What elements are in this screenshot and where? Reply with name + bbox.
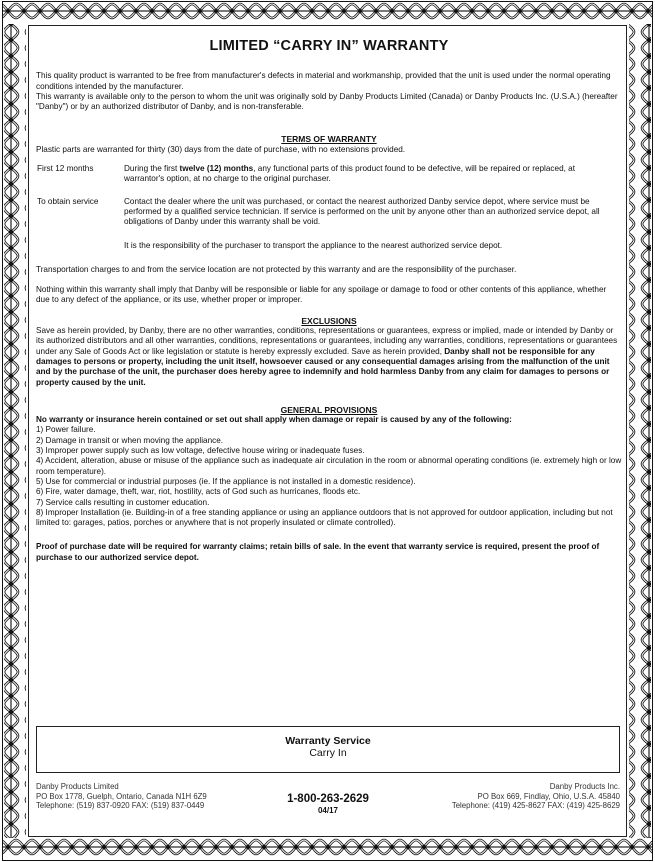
intro [36, 71, 622, 112]
footer-date: 04/17 [317, 806, 339, 815]
exclusions-text: Save as herein provided, by Danby, there are no other warranties, conditions, representations or guarantees, express or implied, made or intended by Danby or its authorized distributors and all other warranties, conditions, representations or guarantees, including any warranties, conditions, representations or guarantees under any Sale of Goods Act or like legislation or statute is hereby expressly excluded. Save as herein provided, Danby shall not be responsible for any damages to persons or property, including the unit itself, howsoever caused or any consequential damages arising from the malfunction of the unit and by the purchase of the unit, the purchaser does hereby agree to indemnify and hold harmless Danby from any claim for damages to persons or property caused by the unit. [36, 326, 618, 387]
provisions-list [36, 425, 622, 528]
list-item: 6) Fire, water damage, theft, war, riot, hostility, acts of God such as hurricanes, floods etc. [36, 487, 361, 497]
footer [36, 782, 620, 822]
exclusions-heading: EXCLUSIONS [301, 315, 357, 326]
intro-paragraph: This warranty is available only to the person to whom the unit was originally sold by Danby Products Limited (Canada) or Danby Products Inc. (U.S.A.) (hereafter "Danby") or by an authorized distributor of Danby, and is non-transferable. [36, 91, 618, 112]
obtain-service-text: Contact the dealer where the unit was purchased, or contact the nearest authorized Danby service depot, where service must be performed by a qualified service technician. If service is performed on the unit by anyone other than an authorized service depot, all obligations of Danby under this warranty shall be void. It is the responsibility of the purchaser to transport the appliance to the nearest authorized service depot. [124, 196, 600, 250]
warranty-service-box [36, 726, 620, 773]
list-item: 8) Improper Installation (ie. Building-in of a free standing appliance or using an appliance outdoors that is not approved for outdoor application, including but not limited to: garages, patios, porches or anywhere that is not properly insulated or climate controlled). [36, 507, 613, 528]
service-box-subtitle: Carry In [309, 747, 347, 759]
list-item: 2) Damage in transit or when moving the appliance. [36, 435, 224, 445]
list-item: 5) Use for commercial or industrial purposes (ie. If the appliance is not installed in a domestic residence). [36, 476, 416, 486]
list-item: 7) Service calls resulting in customer education. [36, 497, 210, 507]
page-title: LIMITED “CARRY IN” WARRANTY [209, 38, 449, 54]
footer-phone: 1-800-263-2629 [287, 793, 369, 805]
provisions-heading: GENERAL PROVISIONS [280, 404, 378, 415]
provisions-lead: No warranty or insurance herein contained or set out shall apply when damage or repair is caused by any of the following: [36, 415, 512, 425]
plastic-parts-text: Plastic parts are warranted for thirty (30) days from the date of purchase, with no extensions provided. [36, 144, 406, 154]
list-item: 1) Power failure. [36, 425, 96, 435]
terms-heading: TERMS OF WARRANTY [281, 134, 377, 145]
list-item: 4) Accident, alteration, abuse or misuse of the appliance such as inadequate air circulation in the room or abnormal operating conditions (ie. extremely high or low room temperature). [36, 456, 622, 476]
first-12-months-row [36, 164, 622, 185]
proof-of-purchase-text: Proof of purchase date will be required for warranty claims; retain bills of sale. In the event that warranty service is required, present the proof of purchase to our authorized service depot. [36, 542, 600, 562]
intro-paragraph: This quality product is warranted to be free from manufacturer's defects in material and workmanship, provided that the unit is used under the normal operating conditions intended by the manufacturer. [36, 71, 611, 91]
footer-canada-address: Danby Products Limited PO Box 1778, Guelph, Ontario, Canada N1H 6Z9 Telephone: (519) 837-0920 FAX: (519) 837-0449 [36, 782, 207, 811]
list-item: 3) Improper power supply such as low voltage, defective house wiring or inadequate fuses. [36, 446, 365, 456]
footer-usa-address: Danby Products Inc. PO Box 669, Findlay, Ohio, U.S.A. 45840 Telephone: (419) 425-8627 FAX: (419) 425-8629 [451, 782, 620, 811]
liability-text: Nothing within this warranty shall imply that Danby will be responsible or liable for any spoilage or damage to food or other contents of this appliance, whether due to any defect of the appliance, or its use, whether proper or improper. [36, 285, 607, 305]
first-12-months-text: During the first twelve (12) months, any functional parts of this product found to be defective, will be repaired or replaced, at warrantor's option, at no charge to the original purchaser. [124, 164, 576, 184]
obtain-service-row [36, 197, 622, 251]
service-box-title: Warranty Service [285, 735, 371, 747]
first-12-months-label: First 12 months [37, 164, 94, 174]
transport-text: Transportation charges to and from the service location are not protected by this warranty and are the responsibility of the purchaser. [36, 264, 517, 274]
warranty-content [36, 40, 622, 563]
obtain-service-label: To obtain service [37, 196, 99, 206]
